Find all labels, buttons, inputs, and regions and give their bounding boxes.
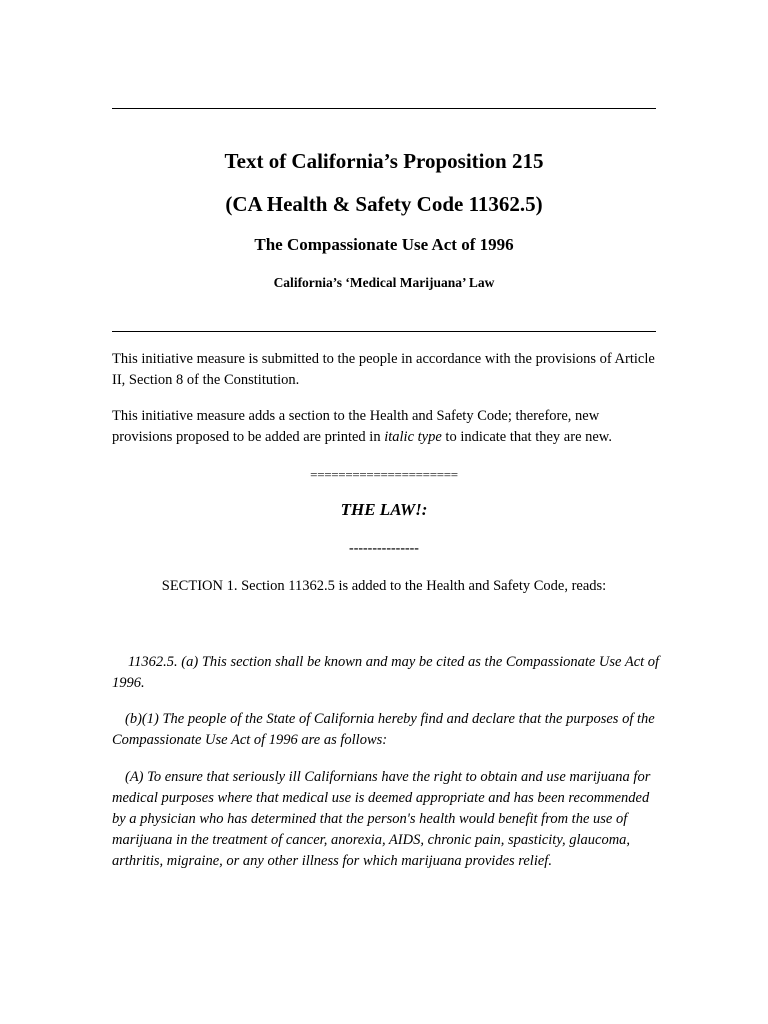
subtitle: The Compassionate Use Act of 1996 bbox=[254, 235, 514, 254]
law-paragraph-A: (A) To ensure that seriously ill Californians have the right to obtain and use marijuana for medical purposes where that medical use is deemed appropriate and has been recommended by a physician who has determined that the person's health would benefit from the use of marijuana in the treatment of cancer, anorexia, AIDS, chronic pain, spasticity, glaucoma, arthritis, migraine, or any other illness for which marijuana provides relief. bbox=[112, 769, 651, 869]
intro-paragraph-1: This initiative measure is submitted to the people in accordance with the provisions of Article II, Section 8 of the Constitution. bbox=[112, 351, 655, 388]
italic-type-phrase: italic type bbox=[384, 429, 442, 445]
law-paragraph-a: 11362.5. (a) This section shall be known and may be cited as the Compassionate Use Act of 1996. bbox=[112, 654, 660, 691]
intro-paragraph-2 bbox=[112, 406, 660, 448]
equals-separator: ===================== bbox=[310, 467, 458, 482]
law-heading: THE LAW!: bbox=[340, 500, 428, 519]
section-1-line: SECTION 1. Section 11362.5 is added to the Health and Safety Code, reads: bbox=[161, 578, 607, 594]
title-line-2: (CA Health & Safety Code 11362.5) bbox=[225, 192, 543, 216]
dashes-separator: --------------- bbox=[349, 541, 419, 556]
title-line-1: Text of California’s Proposition 215 bbox=[224, 149, 544, 173]
header-bottom-divider bbox=[112, 331, 656, 332]
top-divider bbox=[112, 108, 656, 109]
intro-paragraph-2-before: This initiative measure adds a section to the Health and Safety Code; therefore, new provisions proposed to be added are printed in bbox=[112, 408, 600, 445]
intro-paragraph-2-after: to indicate that they are new. bbox=[441, 429, 612, 445]
tagline: California’s ‘Medical Marijuana’ Law bbox=[273, 275, 495, 290]
law-paragraph-b1: (b)(1) The people of the State of California hereby find and declare that the purposes of the Compassionate Use Act of 1996 are as follows: bbox=[112, 711, 655, 748]
